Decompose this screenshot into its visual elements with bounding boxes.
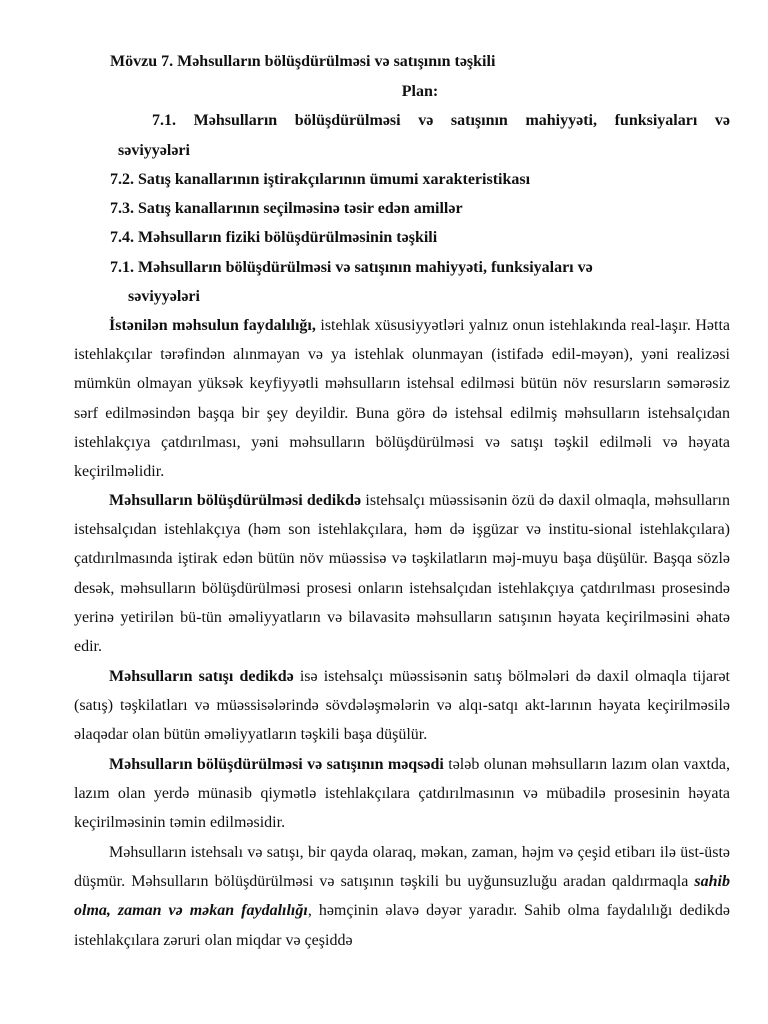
paragraph-text: istehlak xüsusiyyətləri yalnız onun istehlakında real-laşır. Hətta istehlakçılar tərəfindən alınmayan və ya istehlak olunmayan (istifadə edil-məyən), yəni realizəsi mümkün olmayan yüksək keyfiyyətli məhsulların istehsal edilməsi bütün növ resursların səmərəsiz sərf edilməsindən başqa bir şey deyildir. Buna görə də istehsal edilmiş məhsulların istehsalçıdan istehlakçıya çatdırılması, yəni məhsulların bölüşdürülməsi və satışı təşkil edilməli və həyata keçirilməlidir. [74, 317, 730, 481]
paragraph-lead: Məhsulların bölüşdürülməsi və satışının məqsədi [109, 756, 444, 773]
page-title: Mövzu 7. Məhsulların bölüşdürülməsi və satışının təşkili [110, 53, 496, 70]
paragraph-5 [74, 838, 730, 955]
section-heading: 7.1. Məhsulların bölüşdürülməsi və satışının mahiyyəti, funksiyaları və [110, 259, 593, 276]
paragraph-lead: İstənilən məhsulun faydalılığı, [109, 317, 316, 334]
paragraph-emphasis: sahib olma, zaman və məkan faydalılığı [74, 873, 730, 920]
plan-item-2: 7.2. Satış kanallarının iştirakçılarının ümumi xarakteristikası [110, 171, 531, 188]
paragraph-text: istehsalçı müəssisənin özü də daxil olmaqla, məhsulların istehsalçıdan istehlakçıya (həm son istehlakçılara, həm də işgüzar və institu-sional istehlakçılara) çatdırılmasında iştirak edən bütün növ müəssisə və təşkilatların məj-muyu başa düşülür. Başqa sözlə desək, məhsulların bölüşdürülməsi prosesi onların istehsalçıdan istehlakçıya çatdırılması prosesində yerinə yetirilən bü-tün əməliyyatların və bilavasitə məhsulların satışının həyata keçirilməsini əhatə edir. [74, 492, 730, 656]
paragraph-4 [74, 750, 730, 838]
section-heading-cont: səviyyələri [128, 288, 200, 305]
paragraph-text: Məhsulların istehsalı və satışı, bir qayda olaraq, məkan, zaman, həjm və çeşid etibarı ilə üst-üstə düşmür. Məhsulların bölüşdürülməsi və satışının təşkili bu uyğunsuzluğu aradan qaldırmaqla [74, 844, 730, 891]
paragraph-text: isə istehsalçı müəssisənin satış bölmələri də daxil olmaqla tijarət (satış) təşkilatları və müəssisələrində sövdələşmələrin və alqı-satqı akt-larının həyata keçirilməsilə əlaqədar olan bütün əməliyyatların təşkili başa düşülür. [74, 668, 731, 744]
paragraph-lead: Məhsulların satışı dedikdə [109, 668, 294, 685]
paragraph-text: tələb olunan məhsulların lazım olan vaxtda, lazım olan yerdə münasib qiymətlə istehlakçılara çatdırılmasının və mübadilə prosesinin həyata keçirilməsinin təmin edilməsidir. [74, 756, 731, 832]
plan-item-1: 7.1. Məhsulların bölüşdürülməsi və satışının mahiyyəti, funksiyaları və [152, 112, 730, 129]
plan-item-1-cont: səviyyələri [118, 142, 190, 159]
plan-heading: Plan: [401, 83, 439, 100]
paragraph-lead: Məhsulların bölüşdürülməsi dedikdə [109, 492, 362, 509]
paragraph-1 [74, 311, 730, 486]
plan-item-3: 7.3. Satış kanallarının seçilməsinə təsir edən amillər [110, 200, 463, 217]
paragraph-text-end: , həmçinin əlavə dəyər yaradır. Sahib olma faydalılığı dedikdə istehlakçılara zəruri olan miqdar və çeşiddə [74, 902, 730, 949]
paragraph-2 [74, 486, 730, 661]
plan-item-4: 7.4. Məhsulların fiziki bölüşdürülməsinin təşkili [110, 229, 438, 246]
paragraph-3 [74, 662, 730, 750]
